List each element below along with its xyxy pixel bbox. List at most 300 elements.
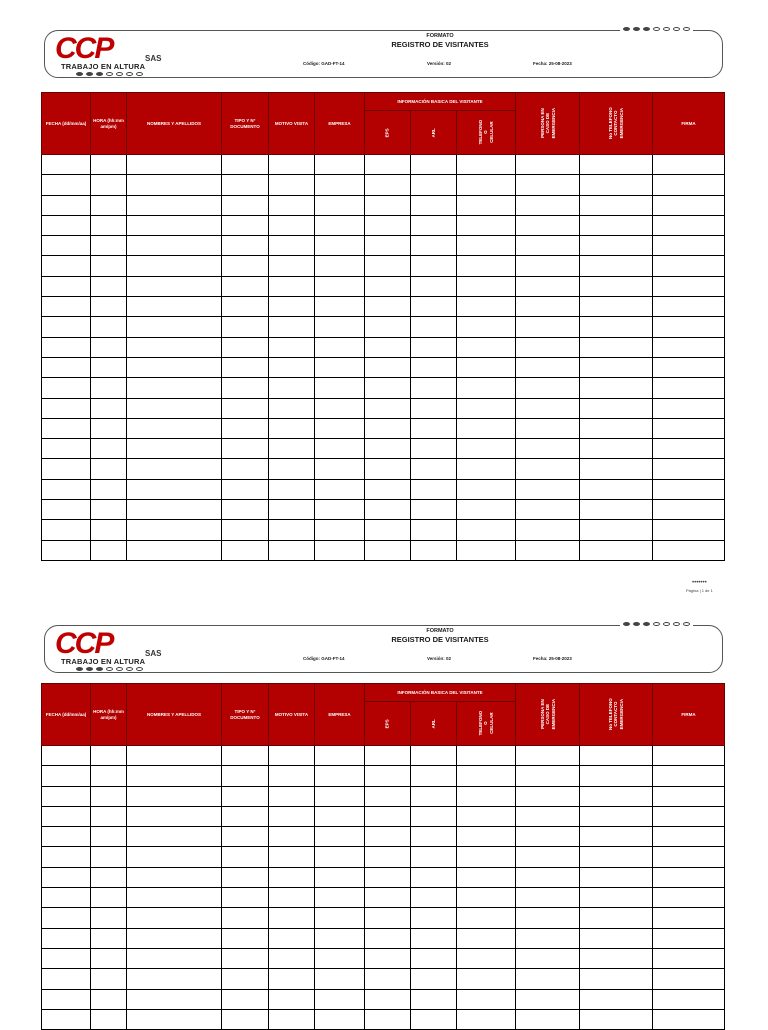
table-cell[interactable] (580, 479, 653, 499)
table-cell[interactable] (580, 398, 653, 418)
table-cell[interactable] (365, 928, 411, 948)
table-cell[interactable] (653, 786, 725, 806)
table-cell[interactable] (365, 357, 411, 377)
table-cell[interactable] (269, 276, 315, 296)
table-cell[interactable] (457, 398, 516, 418)
table-cell[interactable] (653, 520, 725, 540)
table-cell[interactable] (411, 236, 457, 256)
table-cell[interactable] (457, 540, 516, 560)
table-cell[interactable] (91, 418, 127, 438)
table-cell[interactable] (580, 746, 653, 766)
table-cell[interactable] (653, 317, 725, 337)
table-cell[interactable] (516, 806, 580, 826)
table-cell[interactable] (411, 378, 457, 398)
table-cell[interactable] (91, 540, 127, 560)
table-cell[interactable] (42, 236, 91, 256)
table-cell[interactable] (315, 256, 365, 276)
table-cell[interactable] (580, 418, 653, 438)
table-cell[interactable] (222, 786, 269, 806)
table-cell[interactable] (91, 317, 127, 337)
table-cell[interactable] (42, 256, 91, 276)
table-cell[interactable] (269, 540, 315, 560)
table-cell[interactable] (91, 766, 127, 786)
table-cell[interactable] (516, 175, 580, 195)
table-cell[interactable] (411, 540, 457, 560)
table-cell[interactable] (580, 867, 653, 887)
table-cell[interactable] (457, 378, 516, 398)
table-cell[interactable] (127, 479, 222, 499)
table-cell[interactable] (411, 418, 457, 438)
table-cell[interactable] (269, 439, 315, 459)
table-cell[interactable] (411, 337, 457, 357)
table-cell[interactable] (411, 908, 457, 928)
table-cell[interactable] (580, 948, 653, 968)
table-cell[interactable] (222, 337, 269, 357)
table-cell[interactable] (269, 989, 315, 1009)
table-cell[interactable] (269, 418, 315, 438)
table-cell[interactable] (42, 948, 91, 968)
table-cell[interactable] (653, 418, 725, 438)
table-cell[interactable] (516, 256, 580, 276)
table-cell[interactable] (653, 969, 725, 989)
table-cell[interactable] (315, 236, 365, 256)
table-cell[interactable] (222, 806, 269, 826)
table-cell[interactable] (222, 398, 269, 418)
table-cell[interactable] (222, 479, 269, 499)
table-cell[interactable] (91, 479, 127, 499)
table-cell[interactable] (91, 888, 127, 908)
table-cell[interactable] (653, 398, 725, 418)
table-cell[interactable] (457, 195, 516, 215)
table-cell[interactable] (42, 378, 91, 398)
table-cell[interactable] (91, 746, 127, 766)
table-cell[interactable] (91, 928, 127, 948)
table-cell[interactable] (653, 888, 725, 908)
table-cell[interactable] (269, 806, 315, 826)
table-cell[interactable] (580, 500, 653, 520)
table-cell[interactable] (516, 155, 580, 175)
table-cell[interactable] (269, 236, 315, 256)
table-cell[interactable] (91, 806, 127, 826)
table-cell[interactable] (127, 195, 222, 215)
table-cell[interactable] (411, 195, 457, 215)
table-cell[interactable] (653, 175, 725, 195)
table-cell[interactable] (653, 155, 725, 175)
table-cell[interactable] (365, 540, 411, 560)
table-cell[interactable] (457, 969, 516, 989)
table-cell[interactable] (580, 175, 653, 195)
table-cell[interactable] (127, 500, 222, 520)
table-cell[interactable] (269, 867, 315, 887)
table-cell[interactable] (580, 378, 653, 398)
table-cell[interactable] (516, 867, 580, 887)
table-cell[interactable] (42, 766, 91, 786)
table-cell[interactable] (127, 908, 222, 928)
table-cell[interactable] (315, 746, 365, 766)
table-cell[interactable] (365, 439, 411, 459)
table-cell[interactable] (580, 969, 653, 989)
table-cell[interactable] (91, 175, 127, 195)
table-cell[interactable] (91, 847, 127, 867)
table-cell[interactable] (457, 175, 516, 195)
table-cell[interactable] (516, 540, 580, 560)
table-cell[interactable] (42, 175, 91, 195)
table-cell[interactable] (580, 827, 653, 847)
table-cell[interactable] (516, 969, 580, 989)
table-cell[interactable] (516, 357, 580, 377)
table-cell[interactable] (365, 317, 411, 337)
table-cell[interactable] (516, 276, 580, 296)
table-cell[interactable] (457, 786, 516, 806)
table-cell[interactable] (580, 1009, 653, 1029)
table-cell[interactable] (91, 520, 127, 540)
table-cell[interactable] (457, 500, 516, 520)
table-cell[interactable] (269, 928, 315, 948)
table-cell[interactable] (365, 500, 411, 520)
table-cell[interactable] (457, 948, 516, 968)
table-cell[interactable] (653, 479, 725, 499)
table-cell[interactable] (411, 766, 457, 786)
table-cell[interactable] (269, 969, 315, 989)
table-cell[interactable] (365, 195, 411, 215)
table-cell[interactable] (411, 847, 457, 867)
table-cell[interactable] (91, 948, 127, 968)
table-cell[interactable] (127, 766, 222, 786)
table-cell[interactable] (580, 195, 653, 215)
table-cell[interactable] (91, 378, 127, 398)
table-cell[interactable] (315, 155, 365, 175)
table-cell[interactable] (580, 540, 653, 560)
table-cell[interactable] (411, 969, 457, 989)
table-cell[interactable] (315, 1009, 365, 1029)
table-cell[interactable] (653, 500, 725, 520)
table-cell[interactable] (411, 479, 457, 499)
table-cell[interactable] (516, 948, 580, 968)
table-cell[interactable] (315, 948, 365, 968)
table-cell[interactable] (127, 847, 222, 867)
table-cell[interactable] (315, 337, 365, 357)
table-cell[interactable] (269, 746, 315, 766)
table-cell[interactable] (457, 256, 516, 276)
table-cell[interactable] (127, 746, 222, 766)
table-cell[interactable] (91, 786, 127, 806)
table-cell[interactable] (365, 969, 411, 989)
table-cell[interactable] (457, 766, 516, 786)
table-cell[interactable] (42, 540, 91, 560)
table-cell[interactable] (222, 928, 269, 948)
table-cell[interactable] (42, 969, 91, 989)
table-cell[interactable] (411, 1009, 457, 1029)
table-cell[interactable] (580, 520, 653, 540)
table-cell[interactable] (127, 155, 222, 175)
table-cell[interactable] (91, 969, 127, 989)
table-cell[interactable] (653, 827, 725, 847)
table-cell[interactable] (411, 948, 457, 968)
table-cell[interactable] (411, 928, 457, 948)
table-cell[interactable] (315, 806, 365, 826)
table-cell[interactable] (516, 297, 580, 317)
table-cell[interactable] (91, 236, 127, 256)
table-cell[interactable] (516, 398, 580, 418)
table-cell[interactable] (580, 297, 653, 317)
table-cell[interactable] (269, 195, 315, 215)
table-cell[interactable] (580, 847, 653, 867)
table-cell[interactable] (315, 766, 365, 786)
table-cell[interactable] (91, 867, 127, 887)
table-cell[interactable] (580, 215, 653, 235)
table-cell[interactable] (127, 439, 222, 459)
table-cell[interactable] (411, 520, 457, 540)
table-cell[interactable] (653, 337, 725, 357)
table-cell[interactable] (222, 236, 269, 256)
table-cell[interactable] (580, 337, 653, 357)
table-cell[interactable] (516, 908, 580, 928)
table-cell[interactable] (127, 459, 222, 479)
table-cell[interactable] (653, 276, 725, 296)
table-cell[interactable] (42, 827, 91, 847)
table-cell[interactable] (580, 317, 653, 337)
table-cell[interactable] (457, 236, 516, 256)
table-cell[interactable] (127, 969, 222, 989)
table-cell[interactable] (457, 357, 516, 377)
table-cell[interactable] (411, 786, 457, 806)
table-cell[interactable] (315, 888, 365, 908)
table-cell[interactable] (457, 276, 516, 296)
table-cell[interactable] (315, 297, 365, 317)
table-cell[interactable] (457, 520, 516, 540)
table-cell[interactable] (42, 357, 91, 377)
table-cell[interactable] (222, 256, 269, 276)
table-cell[interactable] (315, 418, 365, 438)
table-cell[interactable] (411, 256, 457, 276)
table-cell[interactable] (315, 398, 365, 418)
table-cell[interactable] (365, 297, 411, 317)
table-cell[interactable] (127, 297, 222, 317)
table-cell[interactable] (269, 175, 315, 195)
table-cell[interactable] (653, 948, 725, 968)
table-cell[interactable] (365, 175, 411, 195)
table-cell[interactable] (269, 908, 315, 928)
table-cell[interactable] (315, 175, 365, 195)
table-cell[interactable] (315, 540, 365, 560)
table-cell[interactable] (411, 398, 457, 418)
table-cell[interactable] (580, 989, 653, 1009)
table-cell[interactable] (457, 155, 516, 175)
table-cell[interactable] (127, 236, 222, 256)
table-cell[interactable] (222, 908, 269, 928)
table-cell[interactable] (315, 908, 365, 928)
table-cell[interactable] (42, 317, 91, 337)
table-cell[interactable] (222, 378, 269, 398)
table-cell[interactable] (91, 297, 127, 317)
table-cell[interactable] (516, 766, 580, 786)
table-cell[interactable] (269, 297, 315, 317)
table-cell[interactable] (127, 540, 222, 560)
table-cell[interactable] (222, 459, 269, 479)
table-cell[interactable] (411, 827, 457, 847)
table-cell[interactable] (580, 276, 653, 296)
table-cell[interactable] (91, 398, 127, 418)
table-cell[interactable] (411, 459, 457, 479)
table-cell[interactable] (127, 520, 222, 540)
table-cell[interactable] (127, 867, 222, 887)
table-cell[interactable] (127, 418, 222, 438)
table-cell[interactable] (42, 847, 91, 867)
table-cell[interactable] (269, 827, 315, 847)
table-cell[interactable] (315, 786, 365, 806)
table-cell[interactable] (127, 989, 222, 1009)
table-cell[interactable] (42, 195, 91, 215)
table-cell[interactable] (653, 928, 725, 948)
table-cell[interactable] (365, 398, 411, 418)
table-cell[interactable] (127, 378, 222, 398)
table-cell[interactable] (315, 989, 365, 1009)
table-cell[interactable] (222, 276, 269, 296)
table-cell[interactable] (269, 1009, 315, 1029)
table-cell[interactable] (269, 500, 315, 520)
table-cell[interactable] (222, 175, 269, 195)
table-cell[interactable] (411, 989, 457, 1009)
table-cell[interactable] (516, 418, 580, 438)
table-cell[interactable] (127, 215, 222, 235)
table-cell[interactable] (127, 806, 222, 826)
table-cell[interactable] (365, 378, 411, 398)
table-cell[interactable] (222, 827, 269, 847)
table-cell[interactable] (269, 459, 315, 479)
table-cell[interactable] (580, 806, 653, 826)
table-cell[interactable] (269, 398, 315, 418)
table-cell[interactable] (365, 1009, 411, 1029)
table-cell[interactable] (411, 276, 457, 296)
table-cell[interactable] (42, 155, 91, 175)
table-cell[interactable] (315, 378, 365, 398)
table-cell[interactable] (653, 908, 725, 928)
table-cell[interactable] (269, 215, 315, 235)
table-cell[interactable] (516, 479, 580, 499)
table-cell[interactable] (42, 928, 91, 948)
table-cell[interactable] (222, 867, 269, 887)
table-cell[interactable] (457, 827, 516, 847)
table-cell[interactable] (91, 256, 127, 276)
table-cell[interactable] (91, 989, 127, 1009)
table-cell[interactable] (411, 500, 457, 520)
table-cell[interactable] (127, 317, 222, 337)
table-cell[interactable] (222, 1009, 269, 1029)
table-cell[interactable] (516, 1009, 580, 1029)
table-cell[interactable] (42, 297, 91, 317)
table-cell[interactable] (411, 746, 457, 766)
table-cell[interactable] (269, 786, 315, 806)
table-cell[interactable] (91, 155, 127, 175)
table-cell[interactable] (580, 928, 653, 948)
table-cell[interactable] (269, 479, 315, 499)
table-cell[interactable] (42, 215, 91, 235)
table-cell[interactable] (315, 500, 365, 520)
table-cell[interactable] (222, 948, 269, 968)
table-cell[interactable] (365, 746, 411, 766)
table-cell[interactable] (91, 908, 127, 928)
table-cell[interactable] (457, 418, 516, 438)
table-cell[interactable] (653, 806, 725, 826)
table-cell[interactable] (315, 479, 365, 499)
table-cell[interactable] (516, 888, 580, 908)
table-cell[interactable] (516, 439, 580, 459)
table-cell[interactable] (365, 766, 411, 786)
table-cell[interactable] (127, 276, 222, 296)
table-cell[interactable] (91, 195, 127, 215)
table-cell[interactable] (222, 418, 269, 438)
table-cell[interactable] (580, 459, 653, 479)
table-cell[interactable] (365, 786, 411, 806)
table-cell[interactable] (653, 746, 725, 766)
table-cell[interactable] (516, 215, 580, 235)
table-cell[interactable] (222, 888, 269, 908)
table-cell[interactable] (457, 439, 516, 459)
table-cell[interactable] (42, 337, 91, 357)
table-cell[interactable] (42, 1009, 91, 1029)
table-cell[interactable] (457, 847, 516, 867)
table-cell[interactable] (315, 459, 365, 479)
table-cell[interactable] (457, 479, 516, 499)
table-cell[interactable] (516, 317, 580, 337)
table-cell[interactable] (127, 357, 222, 377)
table-cell[interactable] (580, 786, 653, 806)
table-cell[interactable] (365, 908, 411, 928)
table-cell[interactable] (653, 766, 725, 786)
table-cell[interactable] (411, 439, 457, 459)
table-cell[interactable] (315, 847, 365, 867)
table-cell[interactable] (42, 746, 91, 766)
table-cell[interactable] (653, 236, 725, 256)
table-cell[interactable] (411, 867, 457, 887)
table-cell[interactable] (457, 459, 516, 479)
table-cell[interactable] (516, 337, 580, 357)
table-cell[interactable] (315, 195, 365, 215)
table-cell[interactable] (365, 155, 411, 175)
table-cell[interactable] (365, 989, 411, 1009)
table-cell[interactable] (127, 786, 222, 806)
table-cell[interactable] (365, 276, 411, 296)
table-cell[interactable] (365, 948, 411, 968)
table-cell[interactable] (127, 1009, 222, 1029)
table-cell[interactable] (222, 215, 269, 235)
table-cell[interactable] (127, 337, 222, 357)
table-cell[interactable] (315, 357, 365, 377)
table-cell[interactable] (127, 888, 222, 908)
table-cell[interactable] (516, 520, 580, 540)
table-cell[interactable] (91, 276, 127, 296)
table-cell[interactable] (127, 175, 222, 195)
table-cell[interactable] (315, 969, 365, 989)
table-cell[interactable] (365, 418, 411, 438)
table-cell[interactable] (42, 459, 91, 479)
table-cell[interactable] (269, 847, 315, 867)
table-cell[interactable] (222, 746, 269, 766)
table-cell[interactable] (516, 746, 580, 766)
table-cell[interactable] (315, 928, 365, 948)
table-cell[interactable] (42, 989, 91, 1009)
table-cell[interactable] (516, 827, 580, 847)
table-cell[interactable] (516, 459, 580, 479)
table-cell[interactable] (653, 439, 725, 459)
table-cell[interactable] (365, 806, 411, 826)
table-cell[interactable] (411, 357, 457, 377)
table-cell[interactable] (516, 500, 580, 520)
table-cell[interactable] (653, 540, 725, 560)
table-cell[interactable] (127, 928, 222, 948)
table-cell[interactable] (269, 337, 315, 357)
table-cell[interactable] (516, 928, 580, 948)
